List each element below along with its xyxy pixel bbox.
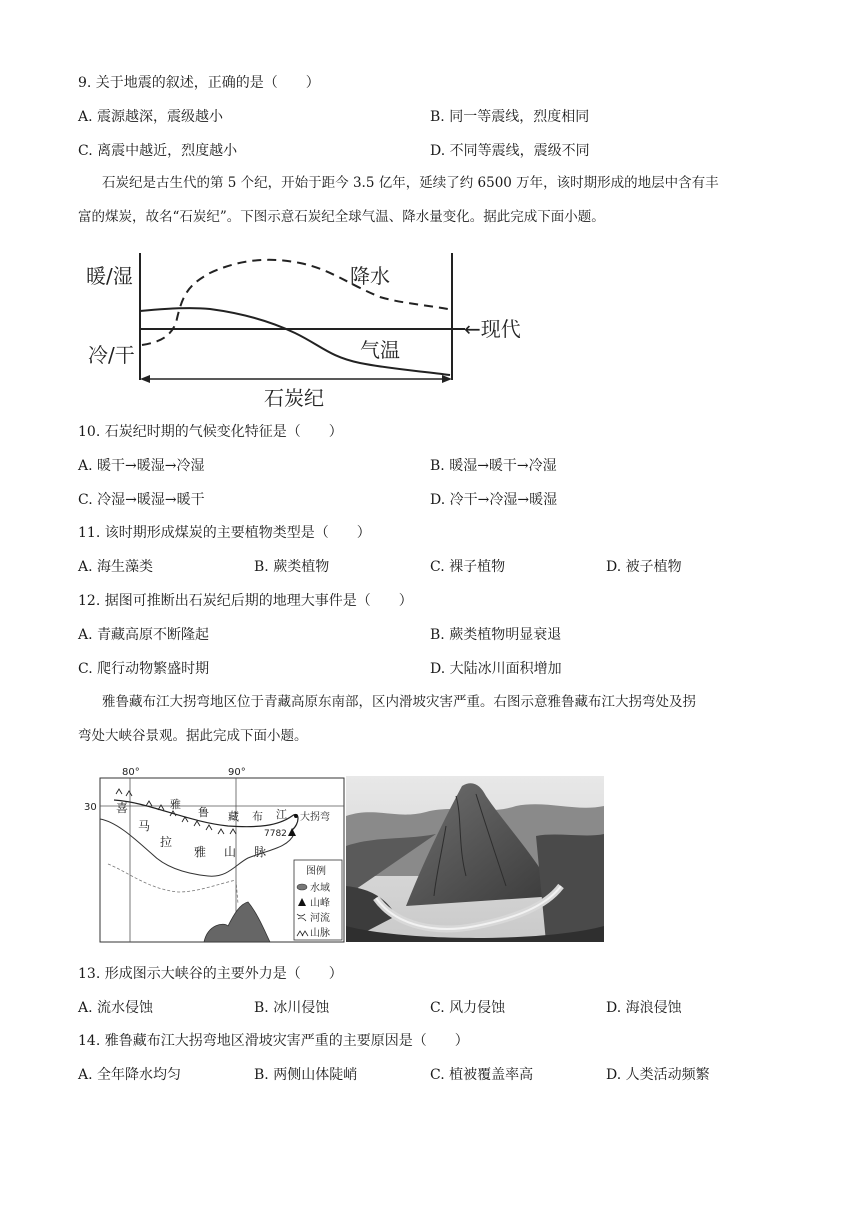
passage2-line1: 雅鲁藏布江大拐弯地区位于青藏高原东南部，区内滑坡灾害严重。右图示意雅鲁藏布江大拐弯处及拐	[102, 694, 696, 710]
q10-option-d: D. 冷干→冷湿→暖湿	[430, 492, 558, 508]
q13-option-d: D. 海浪侵蚀	[606, 1000, 682, 1016]
q14-option-a: A. 全年降水均匀	[78, 1067, 182, 1083]
legend-water-icon	[297, 884, 307, 890]
q14-stem: 14. 雅鲁藏布江大拐弯地区滑坡灾害严重的主要原因是（ ）	[78, 1033, 469, 1049]
river-char-5: 江	[276, 808, 287, 821]
q13-option-b: B. 冰川侵蚀	[254, 1000, 330, 1016]
q11-option-d: D. 被子植物	[606, 559, 682, 575]
q10-option-c: C. 冷湿→暖湿→暖干	[78, 492, 205, 508]
label-carboniferous: 石炭纪	[264, 386, 324, 410]
q11-stem: 11. 该时期形成煤炭的主要植物类型是（ ）	[78, 525, 371, 541]
river-char-4: 布	[252, 810, 263, 823]
legend-peak: 山峰	[310, 898, 330, 909]
passage1-line2: 富的煤炭，故名“石炭纪”。下图示意石炭纪全球气温、降水量变化。据此完成下面小题。	[78, 209, 605, 225]
bend-label: 大拐弯	[300, 812, 330, 823]
legend-mountain: 山脉	[310, 928, 330, 939]
himalaya-char-5: 山	[224, 845, 237, 859]
q10-option-a: A. 暖干→暖湿→冷湿	[78, 458, 205, 474]
q13-option-c: C. 风力侵蚀	[430, 1000, 506, 1016]
q13-option-a: A. 流水侵蚀	[78, 1000, 154, 1016]
yarlung-tsangpo-map	[78, 764, 346, 944]
q12-option-d: D. 大陆冰川面积增加	[430, 661, 562, 677]
q14-option-c: C. 植被覆盖率高	[430, 1067, 534, 1083]
temperature-curve	[140, 308, 450, 375]
passage2-line2: 弯处大峡谷景观。据此完成下面小题。	[78, 728, 308, 744]
q14-option-d: D. 人类活动频繁	[606, 1067, 710, 1083]
label-precipitation: 降水	[350, 264, 390, 288]
q9-option-c: C. 离震中越近，烈度越小	[78, 143, 238, 159]
lon-80-label: 80°	[122, 767, 140, 778]
q12-option-c: C. 爬行动物繁盛时期	[78, 661, 210, 677]
passage1-line1: 石炭纪是古生代的第 5 个纪，开始于距今 3.5 亿年，延续了约 6500 万年，该时期形成的地层中含有丰	[102, 175, 719, 191]
q9-option-b: B. 同一等震线，烈度相同	[430, 109, 590, 125]
q9-option-d: D. 不同等震线，震级不同	[430, 143, 590, 159]
q11-option-b: B. 蕨类植物	[254, 559, 330, 575]
peak-height-label: 7782	[264, 829, 287, 839]
bend-marker	[294, 814, 298, 818]
himalaya-char-3: 拉	[160, 835, 173, 849]
river-char-2: 鲁	[198, 806, 209, 819]
himalaya-char-6: 脉	[254, 845, 267, 859]
river-char-1: 雅	[170, 798, 181, 811]
label-modern: ←现代	[464, 317, 521, 341]
q9-stem: 9. 关于地震的叙述，正确的是（ ）	[78, 75, 320, 91]
q12-stem: 12. 据图可推断出石炭纪后期的地理大事件是（ ）	[78, 593, 413, 609]
q11-option-c: C. 裸子植物	[430, 559, 506, 575]
label-warm-wet: 暖/湿	[86, 264, 133, 288]
q9-option-a: A. 震源越深，震级越小	[78, 109, 224, 125]
himalaya-char-2: 马	[138, 819, 151, 833]
label-temperature: 气温	[360, 338, 400, 362]
legend-title: 图例	[306, 866, 326, 877]
carboniferous-climate-figure	[80, 245, 540, 415]
q11-option-a: A. 海生藻类	[78, 559, 154, 575]
q12-option-a: A. 青藏高原不断隆起	[78, 627, 210, 643]
himalaya-char-1: 喜	[116, 801, 129, 815]
lat-30-label: 30	[84, 802, 97, 813]
label-cold-dry: 冷/干	[88, 343, 135, 367]
legend-water: 水域	[310, 883, 330, 894]
q10-option-b: B. 暖湿→暖干→冷湿	[430, 458, 557, 474]
q14-option-b: B. 两侧山体陡峭	[254, 1067, 358, 1083]
grand-canyon-photo	[346, 776, 604, 942]
legend-river: 河流	[310, 913, 330, 924]
river-char-3: 藏	[228, 810, 239, 823]
himalaya-char-4: 雅	[194, 845, 207, 859]
q12-option-b: B. 蕨类植物明显衰退	[430, 627, 562, 643]
lon-90-label: 90°	[228, 767, 246, 778]
q13-stem: 13. 形成图示大峡谷的主要外力是（ ）	[78, 966, 343, 982]
q10-stem: 10. 石炭纪时期的气候变化特征是（ ）	[78, 424, 343, 440]
